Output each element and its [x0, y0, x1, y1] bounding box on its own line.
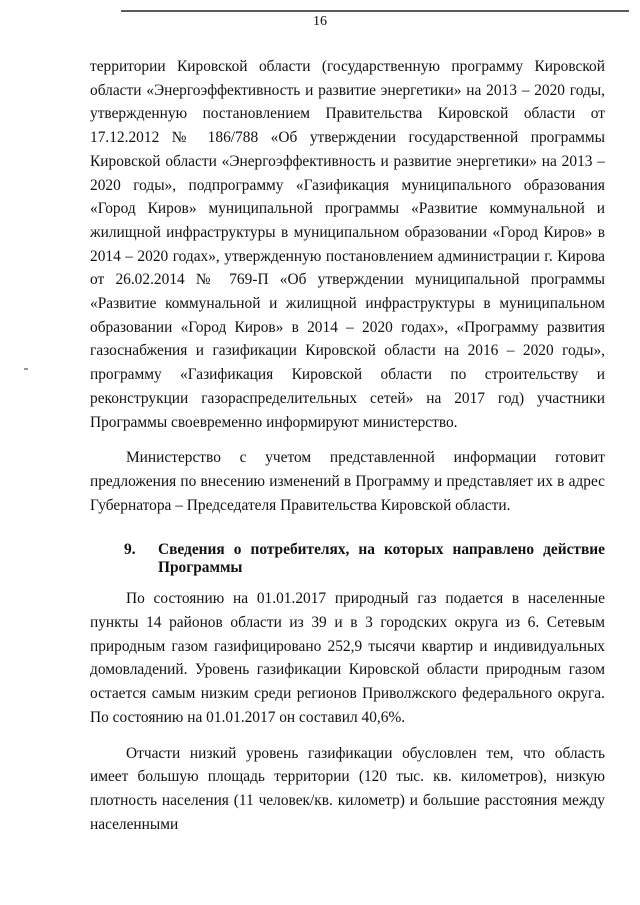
paragraph-4: Отчасти низкий уровень газификации обусловлен тем, что область имеет большую площадь территории (120 тыс. кв. километров), низкую плотность населения (11 человек/кв. километр) и большие расстояния между населенными	[90, 744, 605, 833]
margin-mark	[24, 368, 28, 370]
document-body	[90, 55, 605, 836]
top-rule	[121, 10, 629, 12]
paragraph-2: Министерство с учетом представленной информации готовит предложения по внесению изменений в Программу и представляет их в адрес Губернатора – Председателя Правительства Кировской области.	[90, 449, 605, 514]
section-title: Сведения о потребителях, на которых направлено действие Программы	[158, 541, 605, 577]
paragraph-3: По состоянию на 01.01.2017 природный газ подается в населенные пункты 14 районов области из 39 и в 3 городских округа из 6. Сетевым природным газом газифицировано 252,9 тысячи квартир и индивидуальных домовладений. Уровень газификации Кировской области природным газом остается самым низким среди регионов Приволжского федерального округа. По состоянию на 01.01.2017 он составил 40,6%.	[90, 590, 605, 726]
page-number: 16	[313, 14, 327, 29]
section-number: 9.	[124, 541, 136, 559]
section-heading	[90, 541, 605, 577]
paragraph-1: территории Кировской области (государственную программу Кировской области «Энергоэффективность и развитие энергетики» на 2013 – 2020 годы, утвержденную постановлением Правительства Кировской области от 17.12.2012 № 186/788 «Об утверждении государственной программы Кировской области «Энергоэффективность и развитие энергетики» на 2013 – 2020 годы», подпрограмму «Газификация муниципального образования «Город Киров» муниципальной программы «Развитие коммунальной и жилищной инфраструктуры в муниципальном образовании «Город Киров» в 2014 – 2020 годах», утвержденную постановлением администрации г. Кирова от 26.02.2014 № 769-П «Об утверждении муниципальной программы «Развитие коммунальной и жилищной инфраструктуры в муниципальном образовании «Город Киров» в 2014 – 2020 годах», «Программу развития газоснабжения и газификации Кировской области на 2016 – 2020 годы», программу «Газификация Кировской области по строительству и реконструкции газораспределительных сетей» на 2017 год) участники Программы своевременно информируют министерство.	[90, 58, 605, 431]
